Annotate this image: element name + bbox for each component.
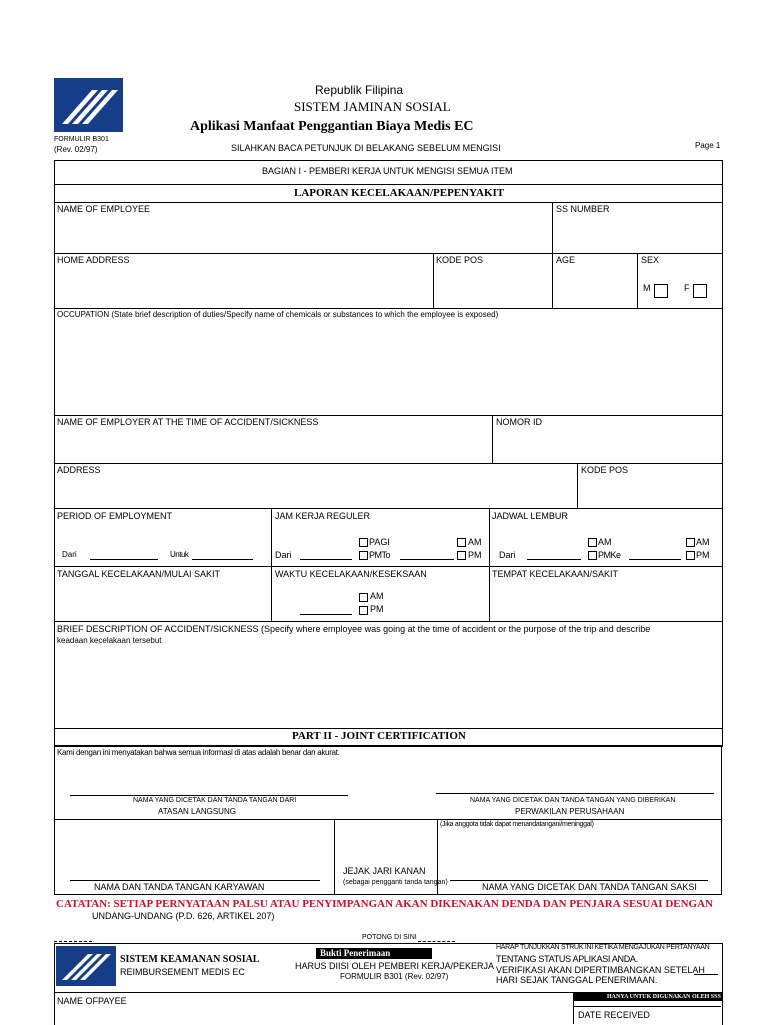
occupation-field[interactable] bbox=[55, 322, 721, 414]
jam-pmto-label: PMTo bbox=[369, 550, 391, 560]
tanggal-field[interactable] bbox=[55, 581, 270, 620]
sex-label: SEX bbox=[641, 255, 660, 265]
address-label: ADDRESS bbox=[57, 465, 101, 475]
law-text: UNDANG-UNDANG (P.D. 626, ARTIKEL 207) bbox=[92, 911, 275, 921]
declaration-text: Kami dengan ini menyatakan bahwa semua informasi di atas adalah benar dan akurat. bbox=[57, 748, 340, 757]
witness-sig-caption: NAMA YANG DICETAK DAN TANDA TANGAN SAKSI bbox=[482, 882, 697, 892]
form-title: Aplikasi Manfaat Penggantian Biaya Medis EC bbox=[190, 119, 474, 134]
date-received-label: DATE RECEIVED bbox=[578, 1010, 650, 1020]
jadwal-am2-label: AM bbox=[696, 537, 710, 547]
brief-label-line1: BRIEF DESCRIPTION OF ACCIDENT/SICKNESS (Specify where employee was going at the time of accident or the purpose of the trip and describe bbox=[57, 624, 651, 634]
sex-f-checkbox[interactable] bbox=[693, 284, 707, 298]
receipt-program: REIMBURSEMENT MEDIS EC bbox=[120, 967, 245, 977]
waktu-label: WAKTU KECELAKAAN/KESEKSAAN bbox=[275, 569, 427, 579]
kode-pos-2-label: KODE POS bbox=[581, 465, 629, 475]
agency-label: SISTEM JAMINAN SOSIAL bbox=[294, 99, 451, 114]
jam-from-field[interactable] bbox=[300, 559, 352, 560]
receipt-tag: Bukti Penerimaan bbox=[316, 948, 432, 959]
nomor-id-label: NOMOR ID bbox=[496, 417, 542, 427]
employee-sig-line[interactable] bbox=[70, 880, 320, 881]
receipt-verify-note: VERIFIKASI AKAN DIPERTIMBANGKAN SETELAH bbox=[496, 965, 705, 975]
ss-number-field[interactable] bbox=[553, 216, 721, 252]
jadwal-pmke-checkbox[interactable] bbox=[588, 551, 597, 560]
witness-note: (Jika anggota tidak dapat menandatangani/meninggal) bbox=[440, 821, 594, 828]
jadwal-from-field[interactable] bbox=[527, 559, 581, 560]
jadwal-pm-checkbox[interactable] bbox=[686, 551, 695, 560]
sig2-sub: PERWAKILAN PERUSAHAAN bbox=[515, 807, 625, 816]
part1-banner: BAGIAN I - PEMBERI KERJA UNTUK MENGISI SEMUA ITEM bbox=[262, 166, 513, 176]
jadwal-am2-checkbox[interactable] bbox=[686, 538, 695, 547]
address-field[interactable] bbox=[55, 477, 576, 507]
sig1-sub: ATASAN LANGSUNG bbox=[158, 807, 236, 816]
occupation-label: OCCUPATION (State brief description of duties/Specify name of chemicals or substances to which the employee is exposed) bbox=[57, 310, 499, 319]
jam-to-field[interactable] bbox=[400, 559, 454, 560]
name-of-employee-label: NAME OF EMPLOYEE bbox=[57, 204, 151, 214]
tempat-label: TEMPAT KECELAKAAN/SAKIT bbox=[492, 569, 619, 579]
form-revision: (Rev. 02/97) bbox=[54, 145, 98, 154]
instruction-text: SILAHKAN BACA PETUNJUK DI BELAKANG SEBELUM MENGISI bbox=[231, 143, 501, 153]
sig2-caption: NAMA YANG DICETAK DAN TANDA TANGAN YANG DIBERIKAN bbox=[470, 797, 676, 804]
receipt-form-ref: FORMULIR B301 (Rev. 02/97) bbox=[340, 972, 449, 981]
thumb-sub: (sebagai pengganti tanda tangan) bbox=[343, 879, 448, 886]
jadwal-pmke-label: PMKe bbox=[598, 550, 621, 560]
name-of-employee-field[interactable] bbox=[55, 216, 551, 252]
home-address-field[interactable] bbox=[55, 267, 432, 307]
sss-logo-stripes-icon bbox=[54, 78, 123, 132]
age-label: AGE bbox=[556, 255, 576, 265]
thumbprint-box[interactable] bbox=[335, 820, 436, 860]
waktu-am-checkbox[interactable] bbox=[359, 593, 368, 602]
waktu-pm-checkbox[interactable] bbox=[359, 606, 368, 615]
employer-name-field[interactable] bbox=[55, 429, 491, 462]
jam-am-checkbox[interactable] bbox=[457, 538, 466, 547]
receipt-sss-logo bbox=[56, 946, 116, 986]
present-note: HARAP TUNJUKKAN STRUK INI KETIKA MENGAJUKAN PERTANYAAN bbox=[496, 944, 710, 951]
jadwal-label: JADWAL LEMBUR bbox=[492, 511, 568, 521]
warning-text: CATATAN: SETIAP PERNYATAAN PALSU ATAU PENYIMPANGAN AKAN DIKENAKAN DENDA DAN PENJARA SESUAI DENGAN bbox=[56, 898, 713, 910]
kode-pos-label: KODE POS bbox=[436, 255, 484, 265]
age-field[interactable] bbox=[553, 267, 636, 307]
receipt-days-note: HARI SEJAK TANGGAL PENERIMAAN. bbox=[496, 975, 658, 985]
receipt-fill-note: HARUS DIISI OLEH PEMBERI KERJA/PEKERJA bbox=[295, 961, 495, 971]
nomor-id-field[interactable] bbox=[493, 429, 721, 462]
part2-heading: PART II - JOINT CERTIFICATION bbox=[292, 730, 466, 742]
part1-heading: LAPORAN KECELAKAAN/PEPENYAKIT bbox=[294, 187, 505, 199]
jadwal-dari-label: Dari bbox=[499, 550, 516, 560]
employer-name-label: NAME OF EMPLOYER AT THE TIME OF ACCIDENT/SICKNESS bbox=[57, 417, 319, 427]
sig1-line[interactable] bbox=[70, 795, 348, 796]
brief-label-line2: keadaan kecelakaan tersebut bbox=[57, 636, 162, 645]
receipt-status-note: TENTANG STATUS APLIKASI ANDA. bbox=[496, 954, 638, 964]
cut-here-label: POTONG DI SINI bbox=[362, 934, 417, 941]
brief-description-field[interactable] bbox=[55, 648, 721, 727]
jadwal-am1-label: AM bbox=[598, 537, 612, 547]
sss-use-label: HANYA UNTUK DIGUNAKAN OLEH SSS bbox=[574, 993, 722, 1001]
receipt-agency: SISTEM KEAMANAN SOSIAL bbox=[120, 954, 260, 965]
jadwal-am1-checkbox[interactable] bbox=[588, 538, 597, 547]
jam-kerja-label: JAM KERJA REGULER bbox=[275, 511, 371, 521]
receipt-logo-stripes-icon bbox=[56, 946, 116, 986]
kode-pos-2-field[interactable] bbox=[578, 477, 721, 507]
jam-pm-label: PM bbox=[468, 550, 482, 560]
kode-pos-field[interactable] bbox=[434, 267, 551, 307]
thumb-label: JEJAK JARI KANAN bbox=[343, 866, 426, 876]
jadwal-to-field[interactable] bbox=[629, 559, 681, 560]
witness-sig-line[interactable] bbox=[450, 880, 708, 881]
waktu-am-label: AM bbox=[370, 591, 384, 601]
period-untuk-label: Untuk bbox=[170, 550, 189, 559]
waktu-time-field[interactable] bbox=[300, 614, 352, 615]
sig1-caption: NAMA YANG DICETAK DAN TANDA TANGAN DARI bbox=[133, 797, 297, 804]
employee-sig-caption: NAMA DAN TANDA TANGAN KARYAWAN bbox=[94, 882, 265, 892]
period-label: PERIOD OF EMPLOYMENT bbox=[57, 511, 173, 521]
period-from-field[interactable] bbox=[90, 559, 158, 560]
jam-pm-checkbox[interactable] bbox=[457, 551, 466, 560]
sex-m-label: M bbox=[643, 283, 651, 293]
receipt-days-field[interactable] bbox=[694, 974, 718, 975]
jam-dari-label: Dari bbox=[275, 550, 292, 560]
sex-m-checkbox[interactable] bbox=[654, 284, 668, 298]
republic-label: Republik Filipina bbox=[315, 83, 404, 97]
jam-pagi-label: PAGI bbox=[369, 537, 390, 547]
waktu-pm-label: PM bbox=[370, 604, 384, 614]
jam-pmto-checkbox[interactable] bbox=[359, 551, 368, 560]
payee-label: NAME OFPAYEE bbox=[57, 996, 127, 1006]
payee-field[interactable] bbox=[55, 1008, 570, 1024]
page-number: Page 1 bbox=[695, 141, 721, 150]
sss-logo bbox=[54, 78, 123, 132]
form-code: FORMULIR B301 bbox=[54, 136, 109, 143]
sex-f-label: F bbox=[684, 283, 690, 293]
jam-am-label: AM bbox=[468, 537, 482, 547]
period-dari-label: Dari bbox=[62, 550, 77, 559]
home-address-label: HOME ADDRESS bbox=[57, 255, 130, 265]
tempat-field[interactable] bbox=[490, 581, 721, 620]
ss-number-label: SS NUMBER bbox=[556, 204, 610, 214]
tanggal-label: TANGGAL KECELAKAAN/MULAI SAKIT bbox=[57, 569, 221, 579]
period-to-field[interactable] bbox=[192, 559, 253, 560]
jadwal-pm-label: PM bbox=[696, 550, 710, 560]
sig2-line[interactable] bbox=[436, 793, 714, 794]
jam-pagi-checkbox[interactable] bbox=[359, 538, 368, 547]
